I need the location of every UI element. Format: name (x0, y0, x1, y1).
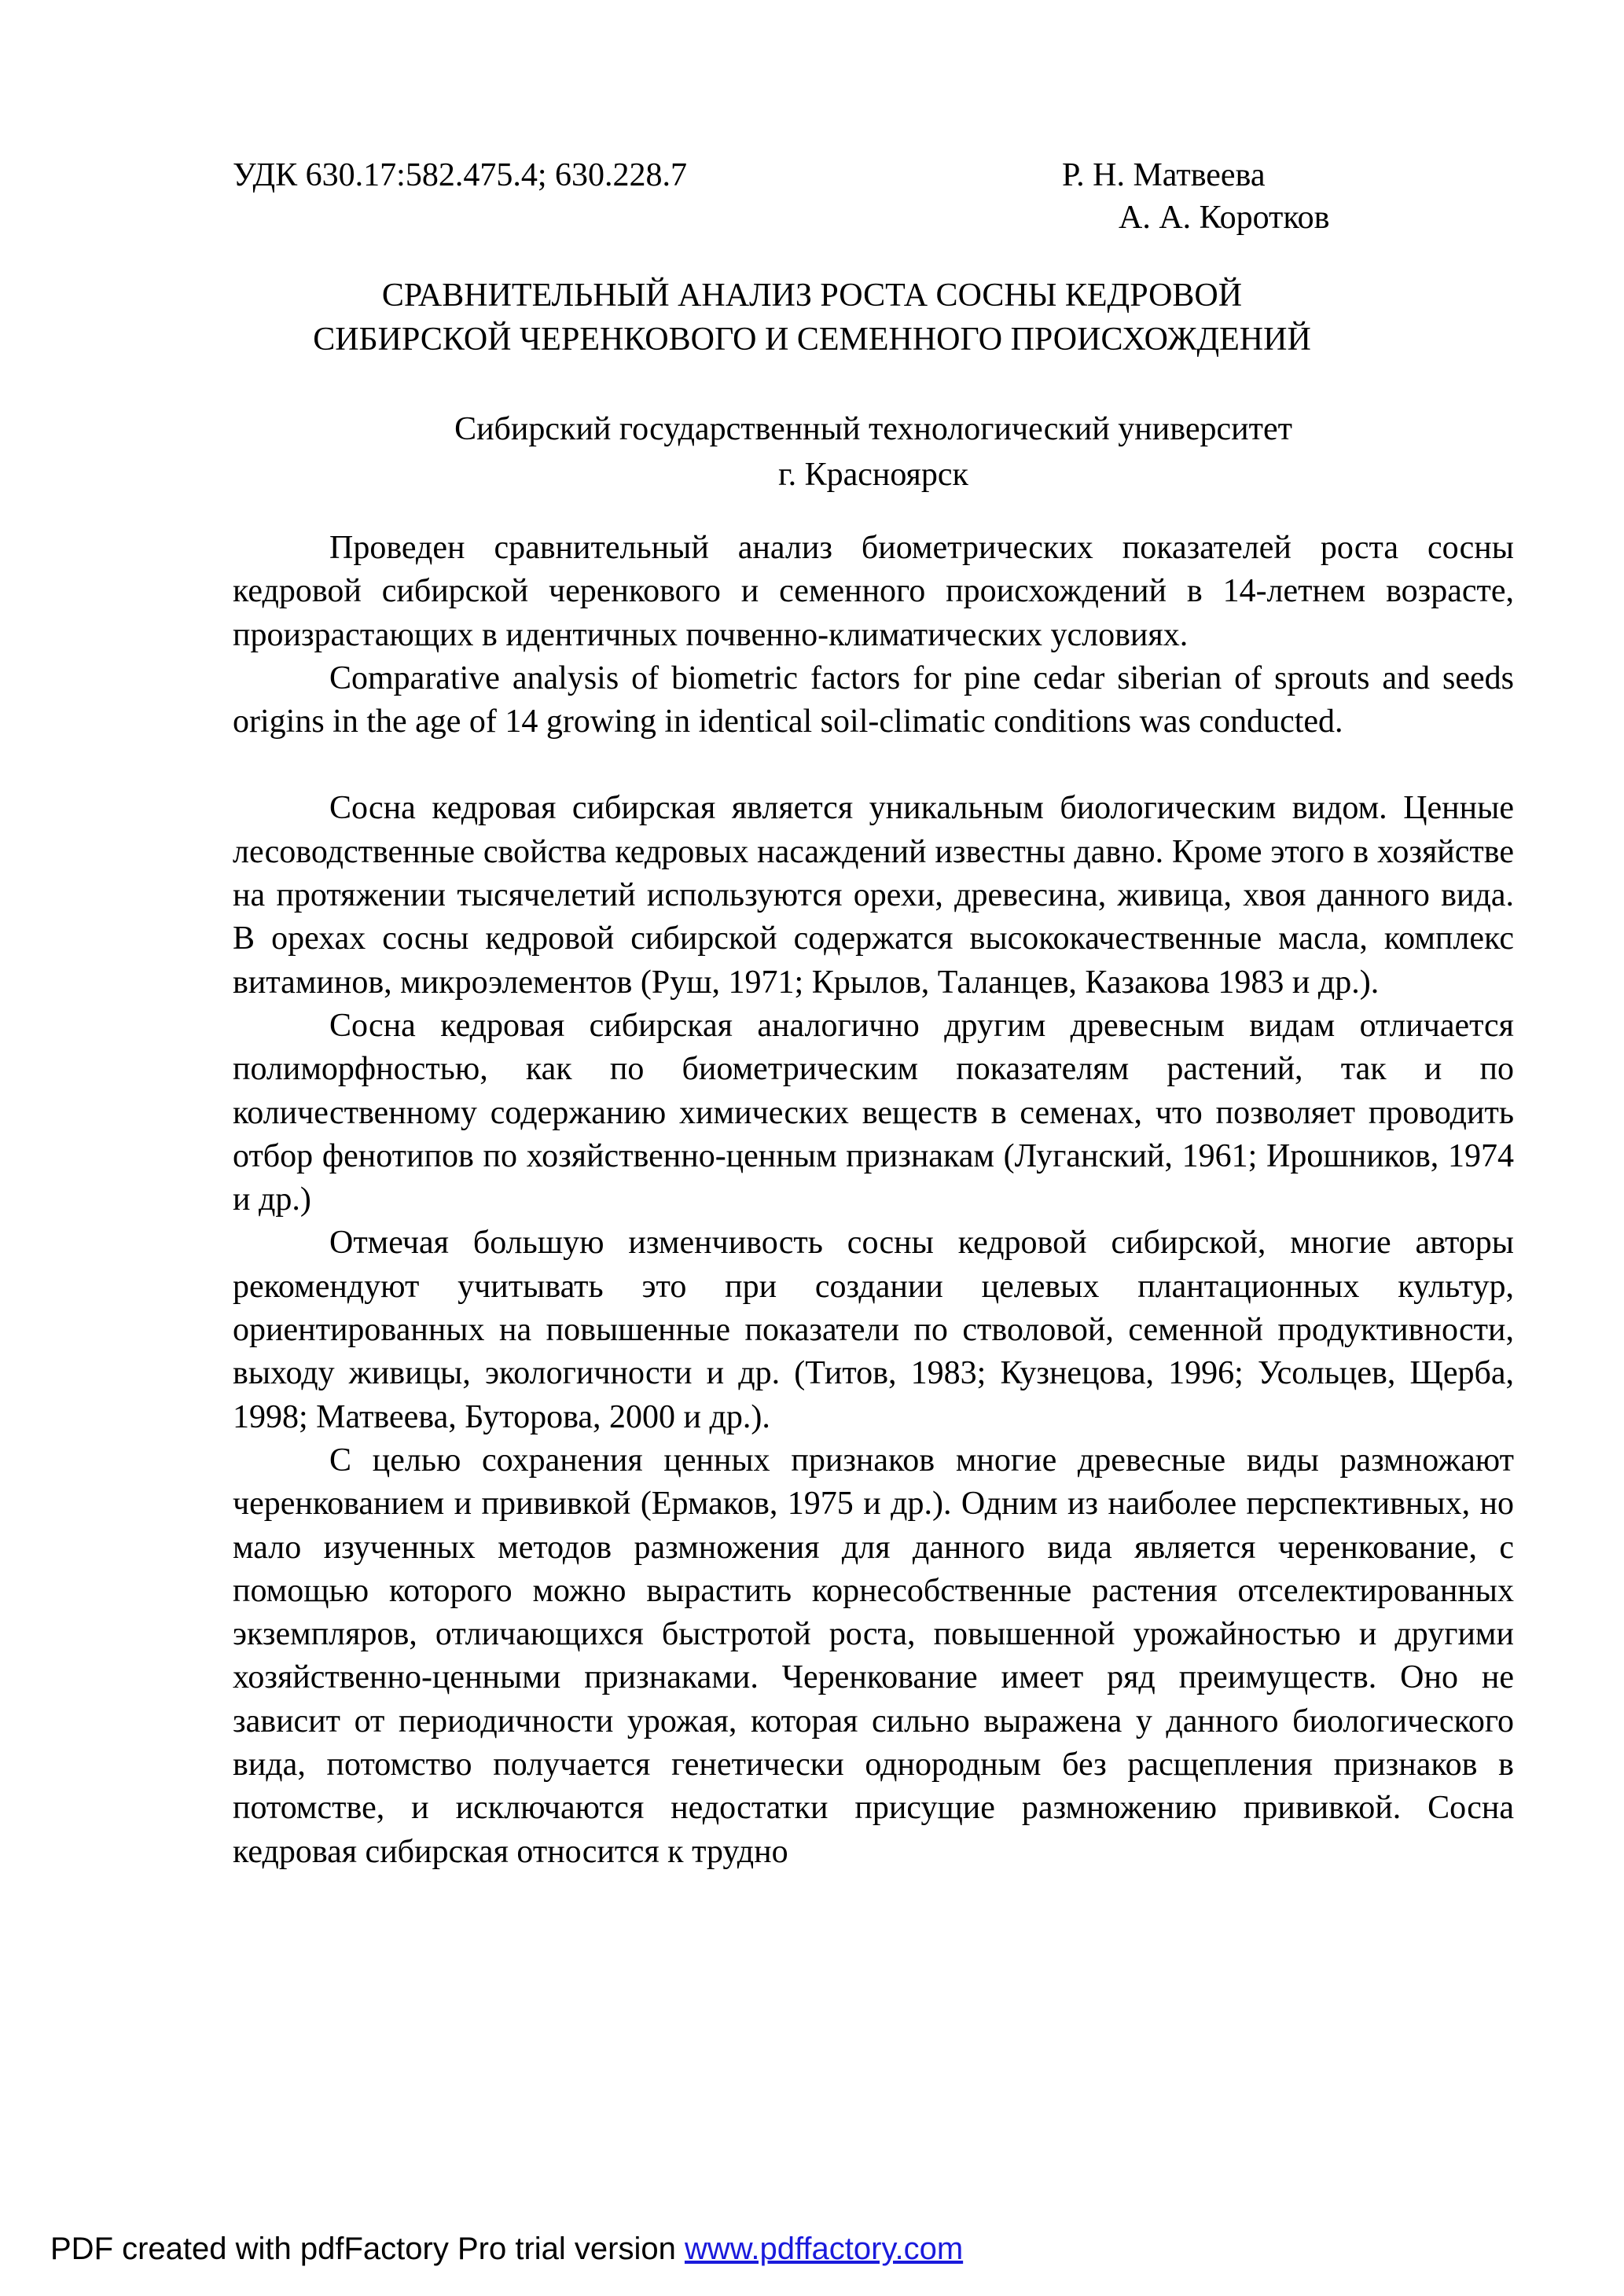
title-line: СИБИРСКОЙ ЧЕРЕНКОВОГО И СЕМЕННОГО ПРОИСХОЖДЕНИЙ (313, 321, 1311, 358)
body-paragraph: Сосна кедровая сибирская аналогично другим древесным видам отличается полиморфностью, как по биометрическим показателям растений, так и по количественному содержанию химических веществ в семенах, что позволяет проводить отбор фенотипов по хозяйственно-ценным признакам (Луганский, 1961; Ирошников, 1974 и др.) (233, 1007, 1514, 1218)
body-paragraph: С целью сохранения ценных признаков многие древесные виды размножают черенкованием и прививкой (Ермаков, 1975 и др.). Одним из наиболее перспективных, но мало изученных методов размножения для данного вида является черенкование, с помощью которого можно вырастить корнесобственные растения отселектированных экземпляров, отличающихся быстротой роста, повышенной урожайностью и другими хозяйственно-ценными признаками. Черенкование имеет ряд преимуществ. Оно не зависит от периодичности урожая, которая сильно выражена у данного биологического вида, потомство получается генетически однородным без расщепления признаков в потомстве, и исключаются недостатки присущие размножению прививкой. Сосна кедровая сибирская относится к трудно (233, 1442, 1514, 1870)
abstract-english: Comparative analysis of biometric factors for pine cedar siberian of sprouts and seeds origins in the age of 14 growing in identical soil-climatic conditions was conducted. (233, 659, 1514, 740)
footer-link[interactable]: www.pdffactory.com (684, 2232, 964, 2266)
footer-text: PDF created with pdfFactory Pro trial version (50, 2232, 685, 2266)
affiliation-city: г. Красноярск (778, 457, 968, 493)
author-name: Р. Н. Матвеева (1062, 157, 1266, 193)
author-name: А. А. Коротков (1119, 200, 1330, 236)
paper-title (204, 274, 1420, 362)
affiliation (233, 406, 1514, 498)
body-paragraph: Отмечая большую изменчивость сосны кедровой сибирской, многие авторы рекомендуют учитывать это при создании целевых плантационных культур, ориентированных на повышенные показатели по стволовой, семенной продуктивности, выходу живицы, экологичности и др. (Титов, 1983; Кузнецова, 1996; Усольцев, Щерба, 1998; Матвеева, Буторова, 2000 и др.). (233, 1225, 1514, 1435)
abstract-russian: Проведен сравнительный анализ биометрических показателей роста сосны кедровой сибирской черенкового и семенного происхождений в 14-летнем возрасте, произрастающих в идентичных почвенно-климатических условиях. (233, 530, 1514, 653)
udc-code: УДК 630.17:582.475.4; 630.228.7 (233, 157, 687, 193)
affiliation-university: Сибирский государственный технологический университет (454, 411, 1292, 447)
paper-body (233, 527, 1514, 1874)
body-paragraph: Сосна кедровая сибирская является уникальным биологическим видом. Ценные лесоводственные свойства кедровых насаждений известны давно. Кроме этого в хозяйстве на протяжении тысячелетий используются орехи, древесина, живица, хвоя данного вида. В орехах сосны кедровой сибирской содержатся высококачественные масла, комплекс витаминов, микроэлементов (Руш, 1971; Крылов, Таланцев, Казакова 1983 и др.). (233, 790, 1514, 1001)
pdf-footer (50, 2229, 963, 2268)
title-line: СРАВНИТЕЛЬНЫЙ АНАЛИЗ РОСТА СОСНЫ КЕДРОВОЙ (381, 277, 1243, 314)
